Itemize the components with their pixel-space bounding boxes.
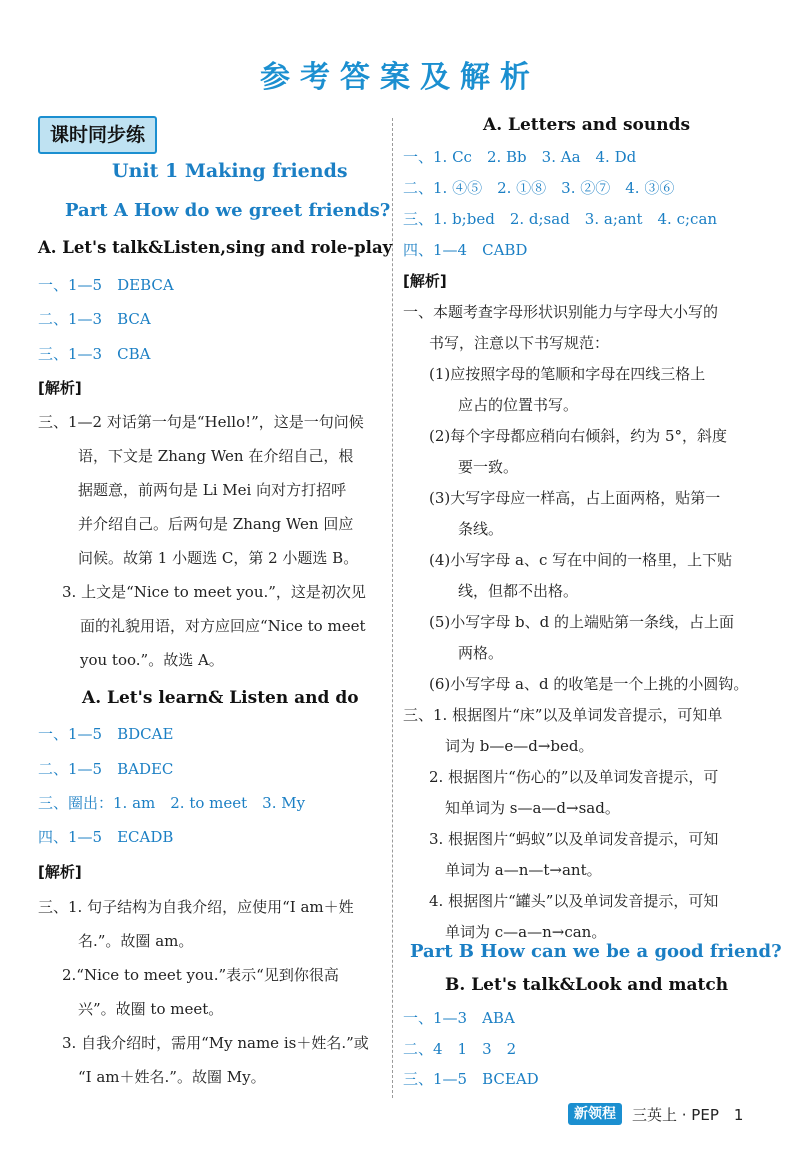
analysis-text: 兴”。故圈 to meet。 [78, 1000, 224, 1018]
analysis-text: 书写，注意以下书写规范： [429, 334, 610, 352]
analysis-text: 问候。故第 1 小题选 C，第 2 小题选 B。 [78, 549, 359, 567]
analysis-label: [解析] [38, 863, 82, 881]
section-tag: 课时同步练 [38, 116, 157, 154]
analysis-label: [解析] [403, 272, 447, 290]
answer-line: 四、1—5 ECADB [38, 828, 174, 846]
analysis-text: 3. 根据图片“蚂蚁”以及单词发音提示，可知 [429, 830, 719, 848]
answer-line: 三、1—5 BCEAD [403, 1070, 539, 1088]
answer-line: 一、1—5 BDCAE [38, 725, 174, 743]
analysis-text: 并介绍自己。后两句是 Zhang Wen 回应 [78, 515, 354, 533]
analysis-text: 要一致。 [458, 458, 519, 476]
analysis-text: 一、本题考查字母形状识别能力与字母大小写的 [403, 303, 719, 321]
analysis-text: 3. 上文是“Nice to meet you.”，这是初次见 [62, 583, 366, 601]
answer-line: 二、4 1 3 2 [403, 1040, 517, 1058]
section-heading: A. Let's learn& Listen and do [82, 688, 359, 708]
analysis-text: 单词为 c—a—n→can。 [445, 923, 607, 941]
answer-line: 四、1—4 CABD [403, 241, 528, 259]
analysis-text: 三、1. 句子结构为自我介绍，应使用“I am＋姓 [38, 898, 354, 916]
analysis-text: 4. 根据图片“罐头”以及单词发音提示，可知 [429, 892, 719, 910]
analysis-text: 3. 自我介绍时，需用“My name is＋姓名.”或 [62, 1034, 369, 1052]
analysis-label: [解析] [38, 379, 82, 397]
analysis-text: 两格。 [458, 644, 504, 662]
analysis-text: 2.“Nice to meet you.”表示“见到你很高 [62, 966, 339, 984]
analysis-text: (3)大写字母应一样高，占上面两格，贴第一 [429, 489, 721, 507]
page-title: 参考答案及解析 [260, 60, 540, 95]
unit-heading: Unit 1 Making friends [112, 160, 348, 182]
part-b-heading: Part B How can we be a good friend? [410, 941, 782, 962]
analysis-text: 三、1—2 对话第一句是“Hello!”，这是一句问候 [38, 413, 364, 431]
analysis-text: (1)应按照字母的笔顺和字母在四线三格上 [429, 365, 706, 383]
answer-line: 一、1. Cc 2. Bb 3. Aa 4. Dd [403, 148, 637, 166]
analysis-text: 语，下文是 Zhang Wen 在介绍自己，根 [78, 447, 354, 465]
section-heading: A. Letters and sounds [483, 115, 691, 135]
analysis-text: 2. 根据图片“伤心的”以及单词发音提示，可 [429, 768, 719, 786]
answer-line: 二、1—3 BCA [38, 310, 151, 328]
answer-line: 一、1—5 DEBCA [38, 276, 174, 294]
analysis-text: 名.”。故圈 am。 [78, 932, 194, 950]
answer-line: 三、1—3 CBA [38, 345, 151, 363]
analysis-text: (4)小写字母 a、c 写在中间的一格里，上下贴 [429, 551, 733, 569]
analysis-text: (5)小写字母 b、d 的上端贴第一条线，占上面 [429, 613, 734, 631]
answer-line: 三、1. b;bed 2. d;sad 3. a;ant 4. c;can [403, 210, 718, 228]
analysis-text: 面的礼貌用语，对方应回应“Nice to meet [80, 617, 366, 635]
analysis-text: 三、1. 根据图片“床”以及单词发音提示，可知单 [403, 706, 723, 724]
answer-line: 二、1—5 BADEC [38, 760, 174, 778]
page-footer: 三英上 · PEP 1 [632, 1106, 744, 1124]
analysis-text: 据题意，前两句是 Li Mei 向对方打招呼 [78, 481, 347, 499]
analysis-text: 单词为 a—n—t→ant。 [445, 861, 602, 879]
analysis-text: (2)每个字母都应稍向右倾斜，约为 5°，斜度 [429, 427, 728, 445]
column-divider [392, 118, 393, 1098]
analysis-text: 条线。 [458, 520, 504, 538]
answer-line: 三、圈出：1. am 2. to meet 3. My [38, 794, 306, 812]
answer-line: 一、1—3 ABA [403, 1009, 515, 1027]
analysis-text: 知单词为 s—a—d→sad。 [445, 799, 620, 817]
analysis-text: 线，但都不出格。 [458, 582, 579, 600]
section-heading: B. Let's talk&Look and match [445, 975, 729, 995]
brand-badge: 新领程 [568, 1103, 622, 1125]
analysis-text: “I am＋姓名.”。故圈 My。 [78, 1068, 266, 1086]
analysis-text: you too.”。故选 A。 [80, 651, 224, 669]
section-heading: A. Let's talk&Listen,sing and role-play [38, 238, 393, 257]
analysis-text: 应占的位置书写。 [458, 396, 579, 414]
analysis-text: (6)小写字母 a、d 的收笔是一个上挑的小圆钩。 [429, 675, 749, 693]
analysis-text: 词为 b—e—d→bed。 [445, 737, 594, 755]
answer-line: 二、1. ④⑤ 2. ①⑧ 3. ②⑦ 4. ③⑥ [403, 179, 675, 197]
part-a-heading: Part A How do we greet friends? [65, 200, 391, 221]
